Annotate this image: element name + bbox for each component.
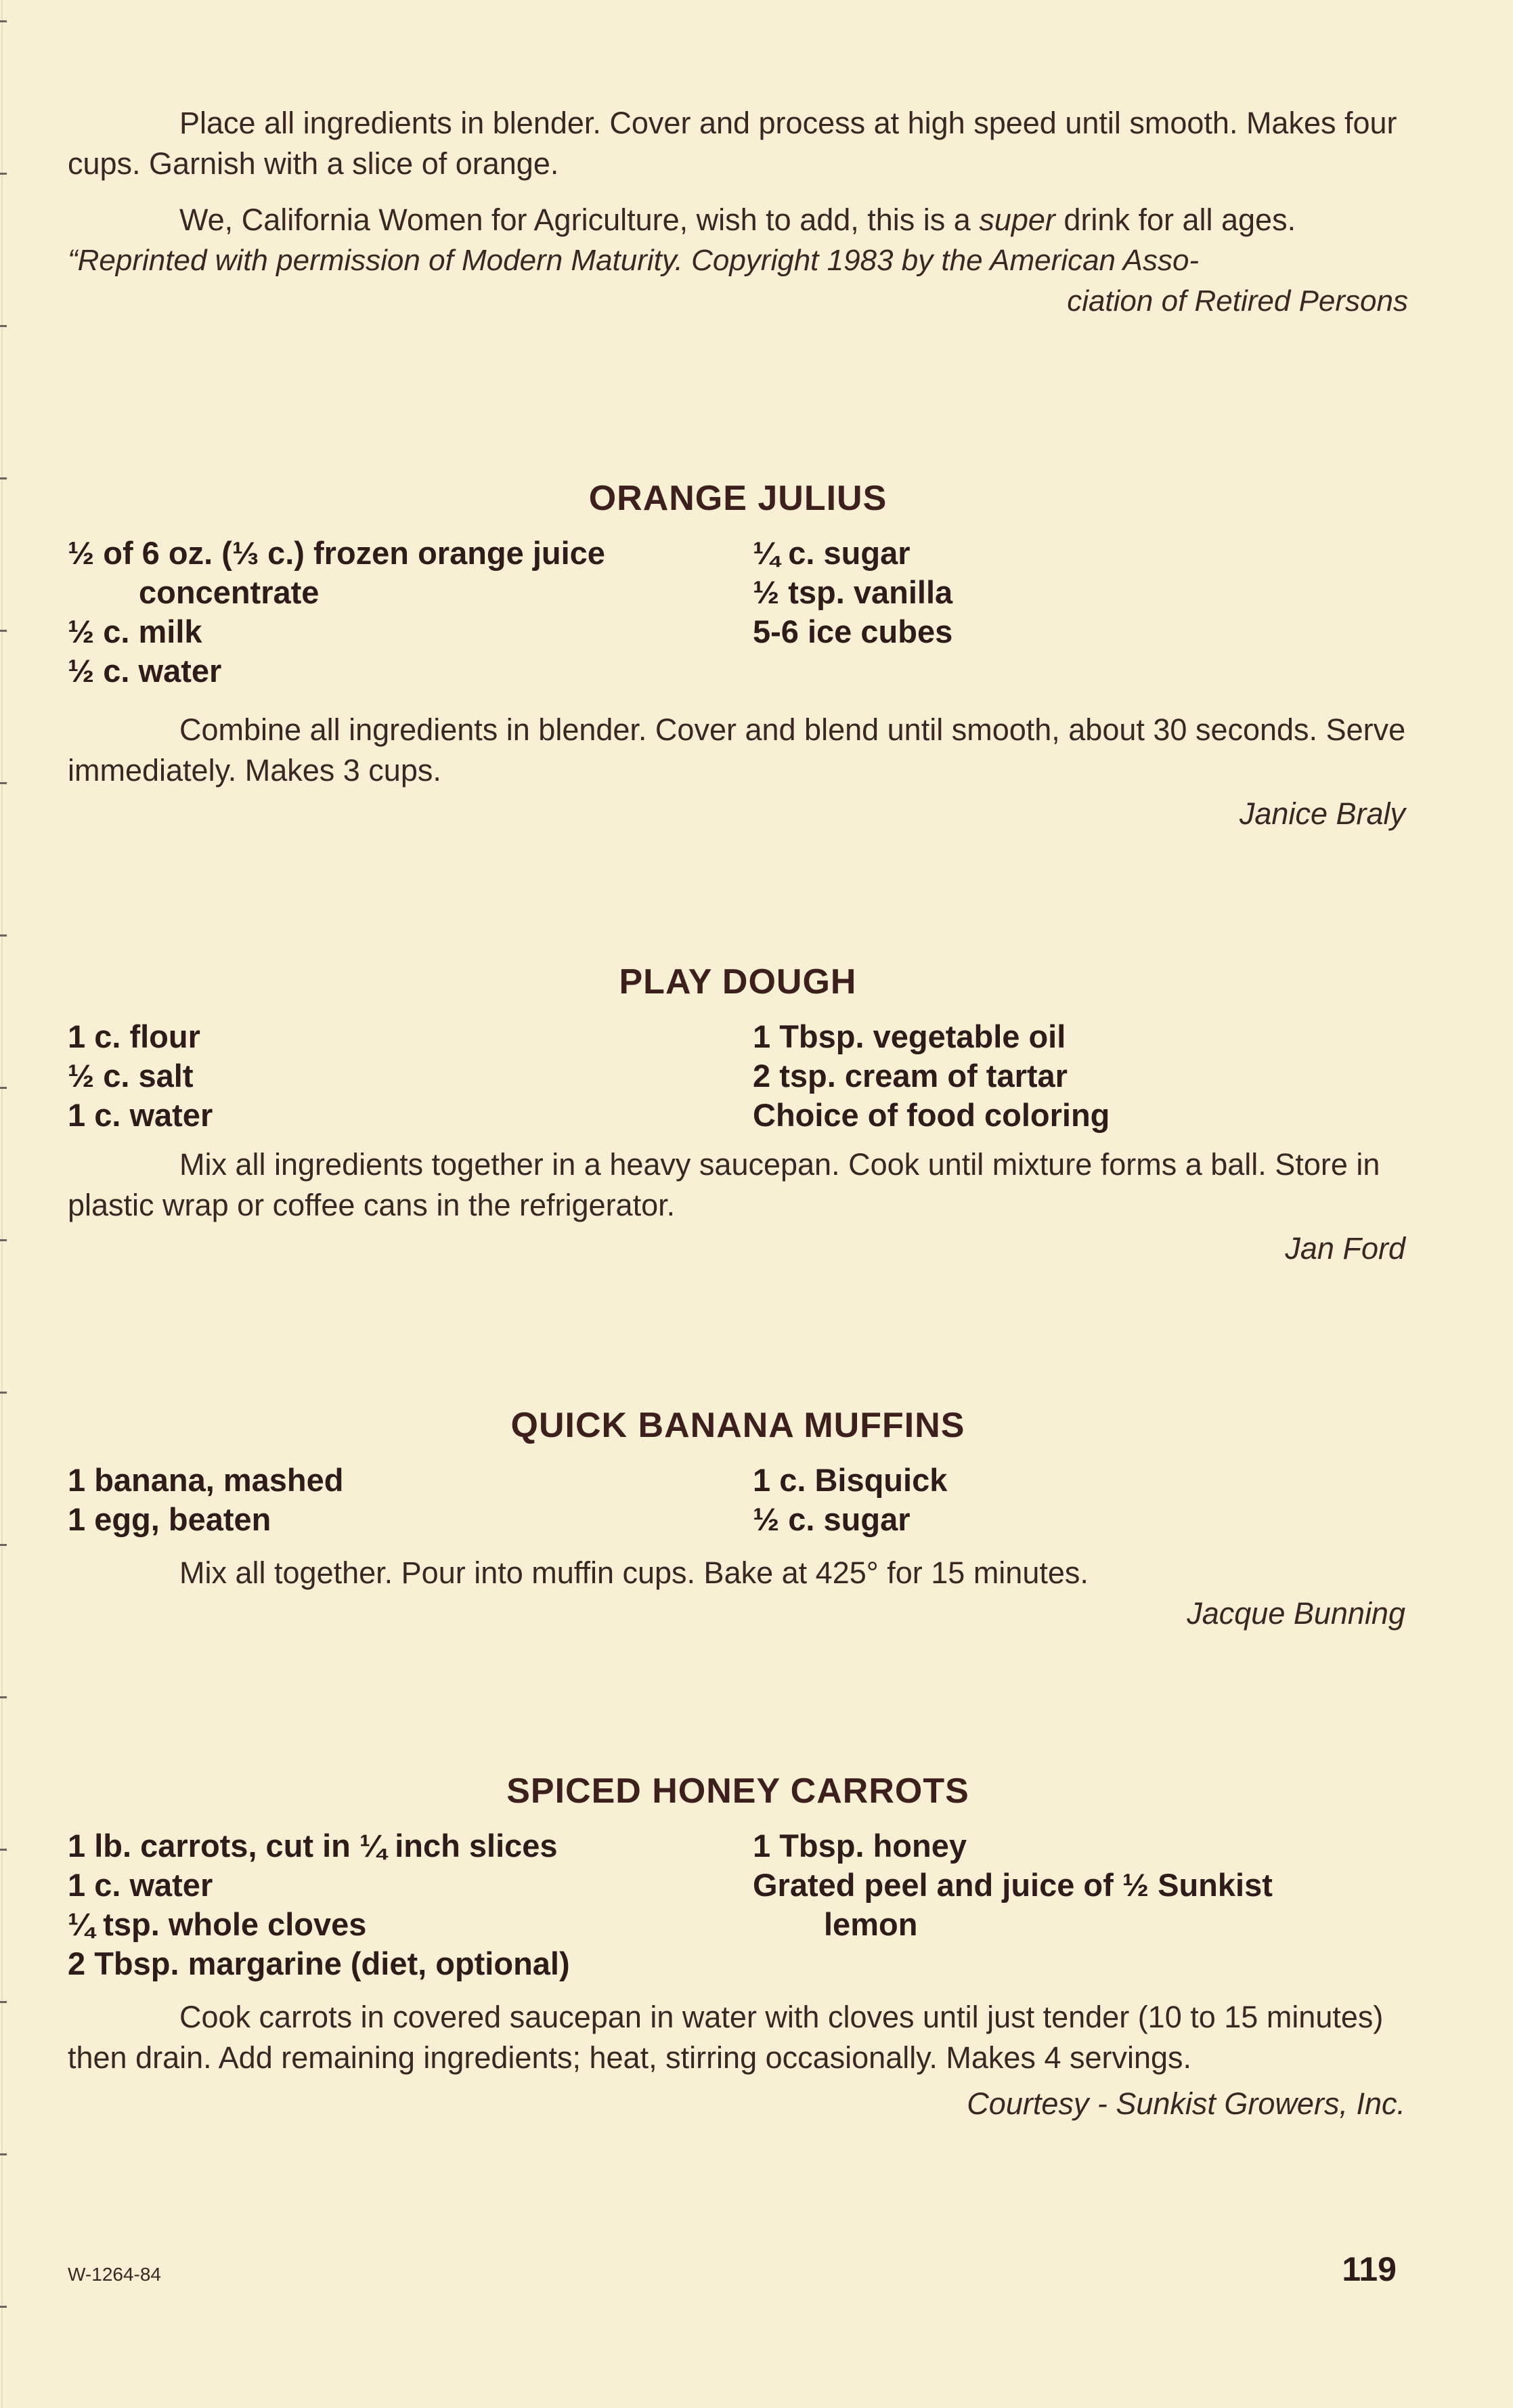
ingredient: 1 egg, beaten (68, 1501, 271, 1537)
intro-directions: Place all ingredients in blender. Cover and process at high speed until smooth. Makes four cups. Garnish with a slice of orange. (68, 106, 1397, 181)
ingredient: Grated peel and juice of ½ Sunkist (753, 1867, 1273, 1903)
ingredient-columns (68, 1461, 1408, 1539)
recipe-title: ORANGE JULIUS (588, 479, 887, 518)
recipe-author: Jan Ford (1285, 1231, 1405, 1266)
ingredient: 2 Tbsp. margarine (diet, optional) (68, 1945, 570, 1981)
recipe-directions: Mix all together. Pour into muffin cups. Bake at 425° for 15 minutes. (179, 1555, 1089, 1590)
recipe-orange-julius (68, 478, 1408, 834)
ingredients-left (68, 1017, 753, 1135)
intro-note (68, 200, 1408, 240)
recipe-spiced-honey-carrots (68, 1771, 1408, 2124)
intro-note-before: We, California Women for Agriculture, wish to add, this is a (179, 202, 980, 237)
recipe-author: Janice Braly (1239, 796, 1405, 831)
ingredients-right (753, 1461, 1408, 1539)
ingredient: 1 c. flour (68, 1018, 200, 1054)
ingredient: 5-6 ice cubes (753, 614, 953, 649)
ingredient: 2 tsp. cream of tartar (753, 1058, 1068, 1094)
recipe-directions: Combine all ingredients in blender. Cover and blend until smooth, about 30 seconds. Serve immediately. Makes 3 cups. (68, 712, 1406, 788)
page-number: 119 (1342, 2250, 1397, 2288)
ingredient: ½ c. sugar (753, 1501, 911, 1537)
ingredient: 1 banana, mashed (68, 1462, 344, 1498)
permission-line (68, 240, 1408, 281)
permission-copyright: Copyright 1983 by the American Asso- (682, 244, 1200, 277)
recipe-play-dough (68, 962, 1408, 1269)
ingredient: 1 c. water (68, 1097, 213, 1133)
recipe-title: QUICK BANANA MUFFINS (510, 1406, 965, 1445)
intro-section (68, 103, 1408, 322)
ingredient: Choice of food coloring (753, 1097, 1110, 1133)
recipe-title: SPICED HONEY CARROTS (506, 1771, 969, 1811)
ingredient: ¼ c. sugar (753, 535, 911, 571)
recipe-quick-banana-muffins (68, 1405, 1408, 1634)
ingredients-left (68, 1826, 753, 1983)
permission-source: Modern Maturity. (462, 244, 683, 277)
ingredient: 1 Tbsp. vegetable oil (753, 1018, 1066, 1054)
ingredient: ½ c. water (68, 653, 222, 689)
recipe-author: Jacque Bunning (1187, 1596, 1405, 1631)
recipe-directions: Cook carrots in covered saucepan in water with cloves until just tender (10 to 15 minutes) then drain. Add remaining ingredients; heat, stirring occasionally. Makes 4 servings. (68, 2000, 1384, 2075)
recipe-author: Courtesy - Sunkist Growers, Inc. (967, 2086, 1405, 2121)
ingredient: lemon (824, 1906, 918, 1942)
spiral-binding-edge (0, 0, 9, 2408)
intro-note-emphasis: super (979, 202, 1055, 237)
ingredients-right (753, 1826, 1408, 1983)
intro-note-after: drink for all ages. (1055, 202, 1296, 237)
ingredient-columns (68, 1826, 1408, 1983)
ingredient: ¼ tsp. whole cloves (68, 1906, 367, 1942)
ingredient: ½ c. milk (68, 614, 202, 649)
ingredients-right (753, 534, 1408, 691)
ingredient: 1 c. Bisquick (753, 1462, 948, 1498)
permission-end: ciation of Retired Persons (1067, 284, 1408, 318)
ingredient: 1 lb. carrots, cut in ¼ inch slices (68, 1828, 558, 1864)
ingredients-left (68, 534, 753, 691)
ingredients-right (753, 1017, 1408, 1135)
recipe-title: PLAY DOUGH (619, 962, 857, 1002)
ingredient-columns (68, 1017, 1408, 1135)
recipe-directions: Mix all ingredients together in a heavy saucepan. Cook until mixture forms a ball. Store in plastic wrap or coffee cans in the refrigerator. (68, 1147, 1380, 1222)
publication-code: W-1264-84 (68, 2264, 162, 2285)
ingredient: ½ tsp. vanilla (753, 574, 953, 610)
ingredient: 1 c. water (68, 1867, 213, 1903)
ingredient: ½ c. salt (68, 1058, 194, 1094)
ingredients-left (68, 1461, 753, 1539)
ingredient: 1 Tbsp. honey (753, 1828, 967, 1864)
ingredient: concentrate (139, 574, 320, 610)
ingredient: ½ of 6 oz. (⅓ c.) frozen orange juice (68, 535, 605, 571)
permission-prefix: “Reprinted with permission of (68, 244, 462, 277)
ingredient-columns (68, 534, 1408, 691)
